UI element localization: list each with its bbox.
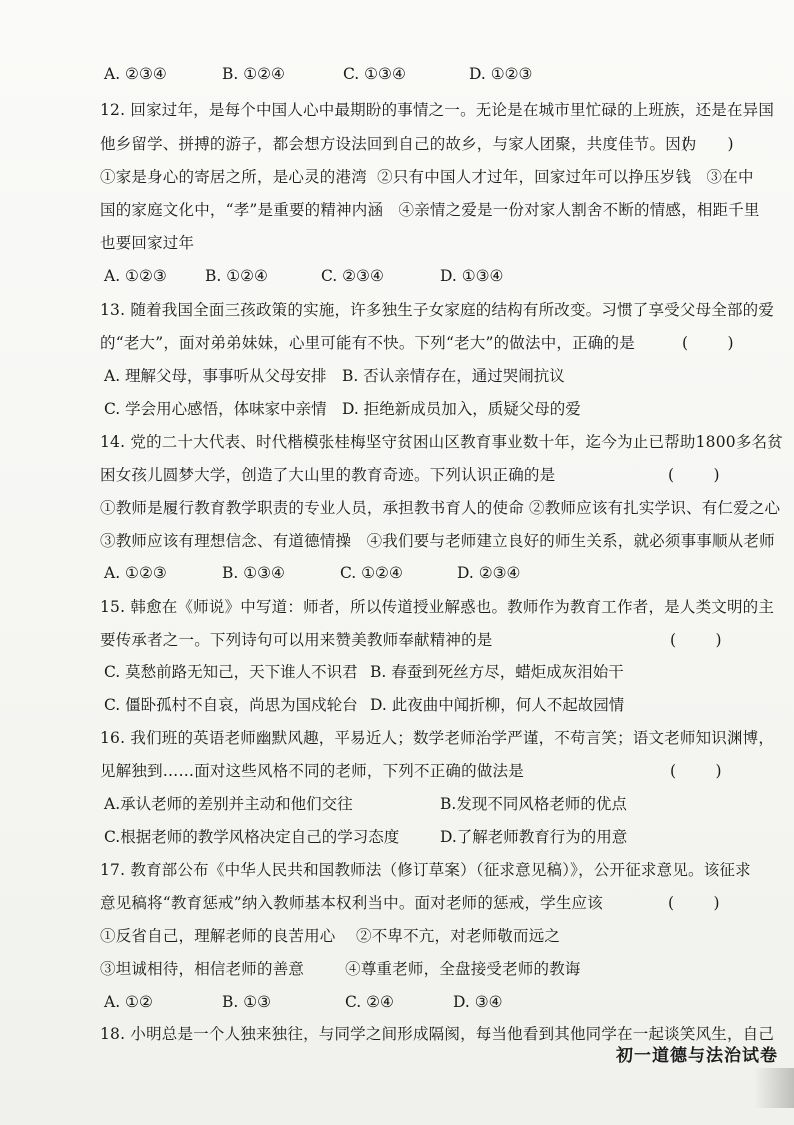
q18-stem-line-1: 18. 小明总是一个人独来独往，与同学之间形成隔阂，每当他看到其他同学在一起谈笑风生，自己 [100, 1025, 775, 1043]
q17-option-b: B. ①③ [222, 993, 272, 1011]
q17-stem-line-2: 意见稿将“教育惩戒”纳入教师基本权利当中。面对老师的惩戒，学生应该 [100, 894, 603, 912]
q16-stem-line-2: 见解独到……面对这些风格不同的老师，下列不正确的做法是 [100, 762, 524, 780]
q14-choice-line-1: ①教师是履行教育教学职责的专业人员，承担教书育人的使命 ②教师应该有扎实学识、有仁爱之心 [100, 499, 781, 517]
q16-option-b: B.发现不同风格老师的优点 [440, 795, 627, 813]
scan-edge-shadow [754, 1068, 794, 1108]
q17-option-c: C. ②④ [345, 993, 394, 1011]
q15-stem-line-2: 要传承者之一。下列诗句可以用来赞美教师奉献精神的是 [100, 631, 493, 649]
q12-answer-blank: ( ) [682, 135, 734, 153]
q16-option-c: C.根据老师的教学风格决定自己的学习态度 [104, 828, 400, 846]
q17-answer-blank: ( ) [668, 894, 720, 912]
q15-option-b: B. 春蚕到死丝方尽，蜡炬成灰泪始干 [370, 663, 624, 681]
q12-choice-line-3: 也要回家过年 [100, 234, 195, 252]
q16-answer-blank: ( ) [670, 762, 722, 780]
q15-option-c: C. 僵卧孤村不自哀，尚思为国戍轮台 [104, 696, 358, 714]
q13-stem-line-2: 的“老大”，面对弟弟妹妹，心里可能有不快。下列“老大”的做法中，正确的是 [100, 334, 635, 352]
q14-stem-line-1: 14. 党的二十大代表、时代楷模张桂梅坚守贫困山区教育事业数十年，迄今为止已帮助1800多名贫 [100, 433, 783, 451]
q17-option-a: A. ①② [104, 993, 153, 1011]
q15-answer-blank: ( ) [670, 631, 722, 649]
q15-option-d: D. 此夜曲中闻折柳，何人不起故园情 [370, 696, 625, 714]
q17-choice-line-1: ①反省自己，理解老师的良苦用心 ②不卑不亢，对老师敬而远之 [100, 927, 561, 945]
exam-footer-title: 初一道德与法治试卷 [616, 1046, 778, 1066]
q11-option-a: A. ②③④ [104, 65, 167, 83]
q17-option-d: D. ③④ [453, 993, 503, 1011]
q12-choice-line-2: 国的家庭文化中，“孝”是重要的精神内涵 ④亲情之爱是一份对家人割舍不断的情感，相距千里 [100, 201, 760, 219]
q16-stem-line-1: 16. 我们班的英语老师幽默风趣，平易近人；数学老师治学严谨，不苟言笑；语文老师知识渊博， [100, 729, 775, 747]
q12-choice-line-1: ①家是身心的寄居之所，是心灵的港湾 ②只有中国人才过年，回家过年可以挣压岁钱 ③在中 [100, 168, 754, 186]
q13-option-a: A. 理解父母，事事听从父母安排 [104, 367, 327, 385]
q14-option-c: C. ①②④ [340, 564, 403, 582]
q12-option-b: B. ①②④ [205, 267, 268, 285]
q16-option-d: D.了解老师教育行为的用意 [440, 828, 628, 846]
q12-option-c: C. ②③④ [321, 267, 384, 285]
q11-option-b: B. ①②④ [222, 65, 285, 83]
q12-option-d: D. ①③④ [440, 267, 504, 285]
q12-option-a: A. ①②③ [104, 267, 167, 285]
q14-option-b: B. ①③④ [222, 564, 285, 582]
q16-option-a: A.承认老师的差别并主动和他们交往 [104, 795, 353, 813]
q13-option-c: C. 学会用心感悟，体味家中亲情 [104, 400, 327, 418]
q14-option-d: D. ②③④ [457, 564, 521, 582]
q12-stem-line-2: 他乡留学、拼搏的游子，都会想方设法回到自己的故乡，与家人团聚，共度佳节。因为 [100, 135, 697, 153]
q13-option-d: D. 拒绝新成员加入，质疑父母的爱 [342, 400, 581, 418]
q15-stem-line-1: 15. 韩愈在《师说》中写道：师者，所以传道授业解惑也。教师作为教育工作者，是人类文明的主 [100, 598, 775, 616]
q11-option-c: C. ①③④ [343, 65, 406, 83]
q17-choice-line-2: ③坦诚相待，相信老师的善意 ④尊重老师，全盘接受老师的教诲 [100, 960, 581, 978]
q14-stem-line-2: 困女孩儿圆梦大学，创造了大山里的教育奇迹。下列认识正确的是 [100, 466, 556, 484]
q14-option-a: A. ①②③ [104, 564, 167, 582]
q13-answer-blank: ( ) [682, 334, 734, 352]
q17-stem-line-1: 17. 教育部公布《中华人民共和国教师法（修订草案）（征求意见稿）》，公开征求意见。该征求 [100, 861, 751, 879]
q14-answer-blank: ( ) [668, 466, 720, 484]
q13-stem-line-1: 13. 随着我国全面三孩政策的实施，许多独生子女家庭的结构有所改变。习惯了享受父母全部的爱 [100, 301, 775, 319]
q11-option-d: D. ①②③ [469, 65, 533, 83]
q15-option-a: C. 莫愁前路无知己，天下谁人不识君 [104, 663, 358, 681]
q12-stem-line-1: 12. 回家过年，是每个中国人心中最期盼的事情之一。无论是在城市里忙碌的上班族，还是在异国 [100, 101, 775, 119]
q13-option-b: B. 否认亲情存在，通过哭闹抗议 [342, 367, 565, 385]
q14-choice-line-2: ③教师应该有理想信念、有道德情操 ④我们要与老师建立良好的师生关系，就必须事事顺从老师 [100, 532, 775, 550]
